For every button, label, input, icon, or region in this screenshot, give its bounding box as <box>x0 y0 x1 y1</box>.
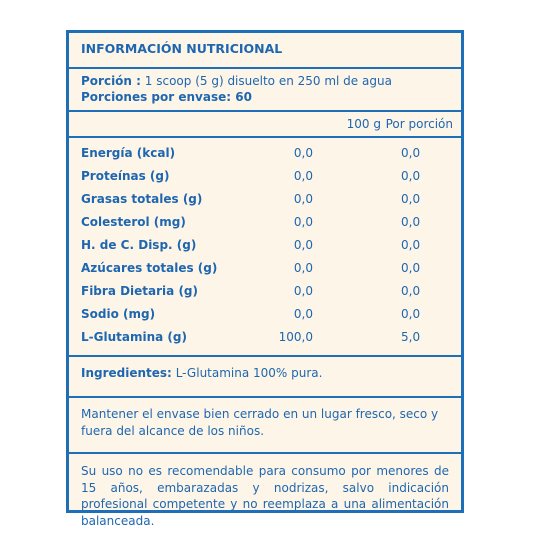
portion-value: 1 scoop (5 g) disuelto en 250 ml de agua <box>144 74 392 88</box>
nutrient-name: H. de C. Disp. (g) <box>81 238 197 252</box>
nutrient-row <box>69 330 461 353</box>
nutrient-value-per-serving: 0,0 <box>401 146 421 160</box>
nutrient-value-per-serving: 0,0 <box>401 215 421 229</box>
nutrient-name: Azúcares totales (g) <box>81 261 218 275</box>
panel-title: INFORMACIÓN NUTRICIONAL <box>81 41 283 56</box>
storage-section <box>69 398 461 454</box>
nutrient-row <box>69 192 461 215</box>
warning-section <box>69 454 461 528</box>
nutrient-name: Colesterol (mg) <box>81 215 186 229</box>
nutrient-name: Energía (kcal) <box>81 146 176 160</box>
ingredients-section <box>69 357 461 398</box>
nutrient-value-100g: 0,0 <box>293 215 313 229</box>
nutrient-row <box>69 215 461 238</box>
column-header-per-serving: Por porción <box>385 117 453 131</box>
nutrient-name: Sodio (mg) <box>81 307 156 321</box>
nutrient-value-per-serving: 0,0 <box>401 238 421 252</box>
nutrient-value-per-serving: 0,0 <box>401 307 421 321</box>
nutrient-value-per-serving: 0,0 <box>401 192 421 206</box>
portion-line <box>81 74 392 88</box>
nutrient-value-100g: 0,0 <box>293 261 313 275</box>
nutrients-section <box>69 138 461 357</box>
storage-line-2: fuera del alcance de los niños. <box>81 423 265 438</box>
warning-text <box>81 463 449 529</box>
nutrient-value-100g: 100,0 <box>278 330 313 344</box>
nutrient-name: Grasas totales (g) <box>81 192 203 206</box>
warning-line-3: profesional competente y no reemplaza a una alimentación <box>81 497 449 511</box>
column-header-section <box>69 112 461 138</box>
nutrient-value-per-serving: 5,0 <box>401 330 421 344</box>
nutrient-value-100g: 0,0 <box>293 146 313 160</box>
portion-section <box>69 69 461 112</box>
storage-text <box>81 406 449 439</box>
nutrient-row <box>69 261 461 284</box>
ingredients-value: L-Glutamina 100% pura. <box>175 366 323 380</box>
nutrient-value-100g: 0,0 <box>293 238 313 252</box>
portion-label: Porción : <box>81 74 141 88</box>
nutrient-value-100g: 0,0 <box>293 284 313 298</box>
ingredients-line <box>81 366 322 380</box>
nutrient-row <box>69 169 461 192</box>
nutrient-value-per-serving: 0,0 <box>401 169 421 183</box>
nutrient-row <box>69 146 461 169</box>
nutrition-facts-panel <box>66 30 464 528</box>
nutrient-row <box>69 307 461 330</box>
ingredients-label: Ingredientes: <box>81 366 172 380</box>
nutrient-name: Fibra Dietaria (g) <box>81 284 199 298</box>
warning-line-2: 15 años, embarazadas y nodrizas, salvo indicación <box>81 480 449 495</box>
servings-line: Porciones por envase: 60 <box>81 90 252 104</box>
title-section <box>69 33 461 69</box>
nutrient-value-per-serving: 0,0 <box>401 261 421 275</box>
warning-line-4: balanceada. <box>81 513 155 528</box>
warning-line-1: Su uso no es recomendable para consumo por menores de <box>81 464 449 478</box>
nutrient-row <box>69 284 461 307</box>
nutrient-value-100g: 0,0 <box>293 192 313 206</box>
nutrient-value-100g: 0,0 <box>293 307 313 321</box>
nutrient-row <box>69 238 461 261</box>
nutrient-name: Proteínas (g) <box>81 169 170 183</box>
nutrient-name: L-Glutamina (g) <box>81 330 187 344</box>
storage-line-1: Mantener el envase bien cerrado en un lugar fresco, seco y <box>81 407 439 421</box>
nutrient-value-per-serving: 0,0 <box>401 284 421 298</box>
nutrient-value-100g: 0,0 <box>293 169 313 183</box>
column-header-100g: 100 g <box>346 117 381 131</box>
